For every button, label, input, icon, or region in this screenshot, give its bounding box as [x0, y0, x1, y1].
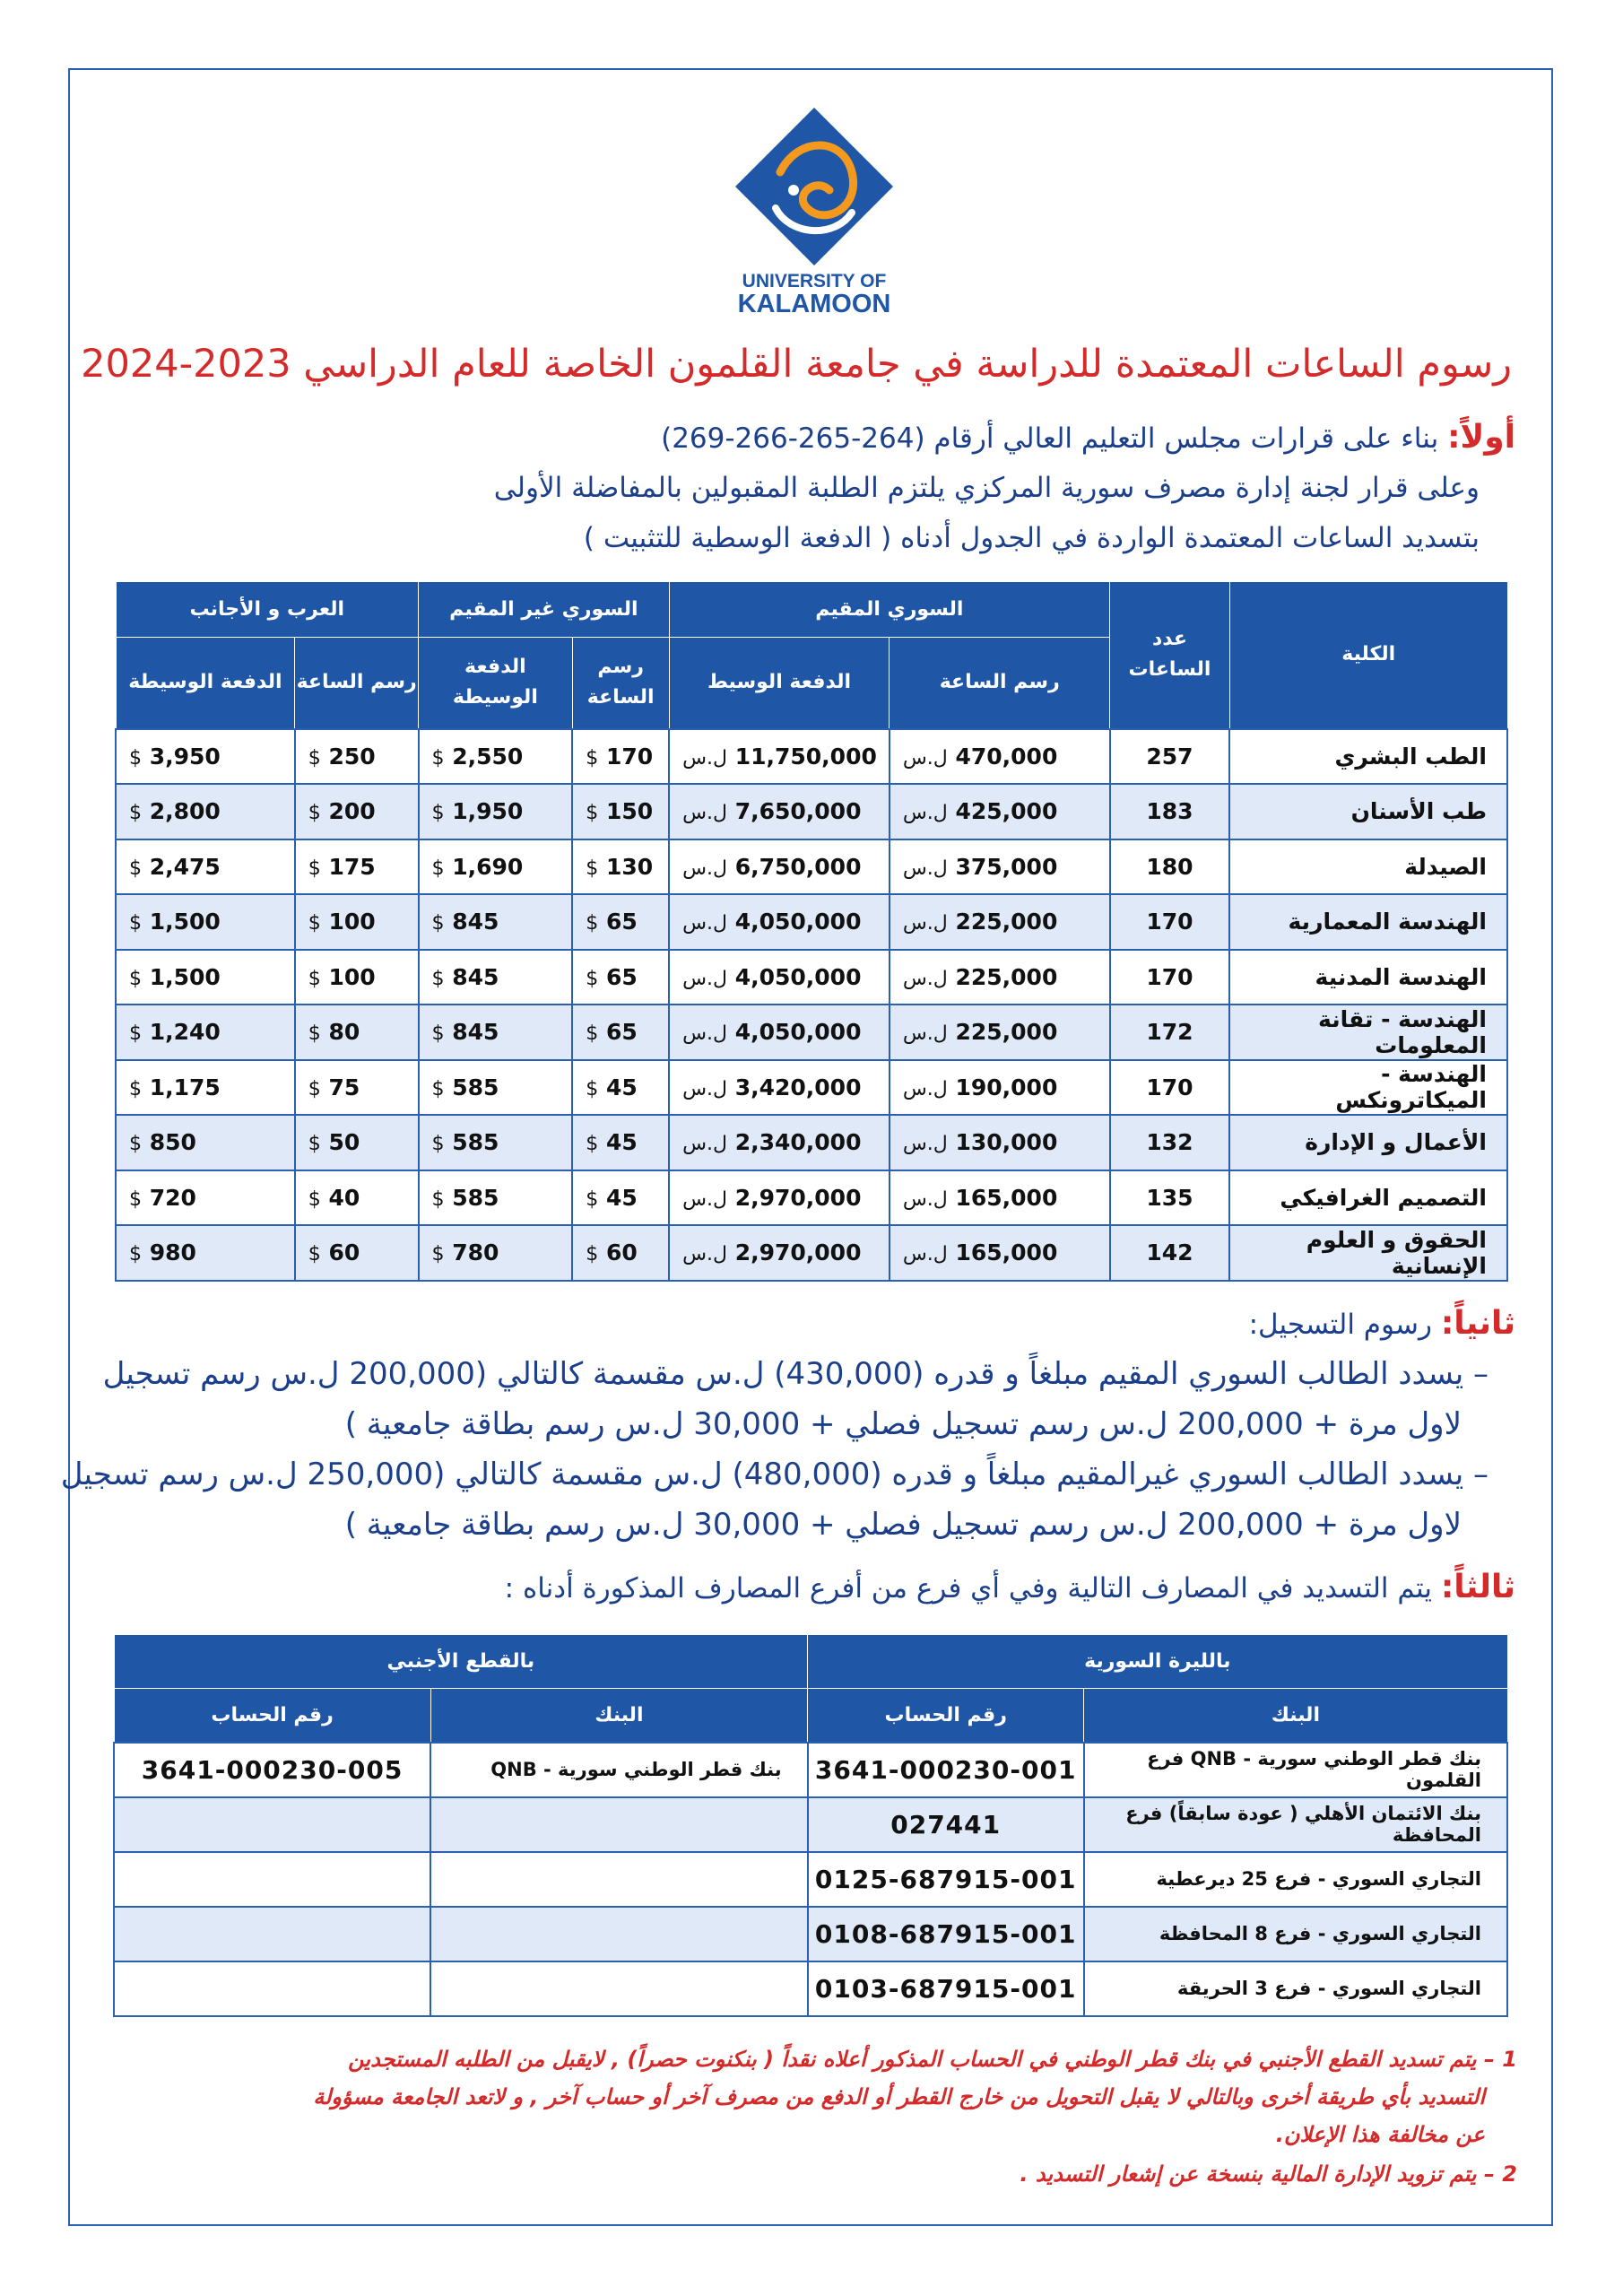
cell-fx-acc — [114, 1852, 430, 1907]
cell-value: 200 — [328, 798, 376, 825]
cell-value: 4,050,000 — [734, 963, 862, 990]
cell-res-hour — [890, 729, 1110, 785]
cell-value: 6,750,000 — [734, 853, 862, 880]
currency-label: ل.س — [682, 857, 727, 880]
col-foreign: العرب و الأجانب — [116, 582, 419, 638]
currency-label: $ — [431, 746, 445, 770]
col-syrian-nonresident: السوري غير المقيم — [419, 582, 670, 638]
cell-value: 60 — [605, 1239, 638, 1266]
cell-nr-mid — [419, 1225, 573, 1281]
cell-value: 585 — [452, 1074, 499, 1100]
cell-nr-hour — [572, 1170, 669, 1226]
cell-hours: 170 — [1110, 1060, 1230, 1116]
cell-faculty: الطب البشري — [1229, 729, 1507, 785]
cell-value: 65 — [605, 963, 638, 990]
cell-f-mid — [116, 784, 295, 839]
cell-value: 845 — [452, 963, 499, 990]
col-hours: عدد الساعات — [1110, 582, 1230, 729]
cell-value: 850 — [149, 1129, 196, 1156]
cell-f-hour — [295, 729, 419, 785]
note-1-number: 1 — [1502, 2047, 1517, 2072]
table-row — [116, 1004, 1507, 1060]
cell-f-hour — [295, 1004, 419, 1060]
currency-label: $ — [308, 746, 321, 770]
currency-label: $ — [308, 1077, 321, 1100]
cell-f-hour — [295, 950, 419, 1005]
cell-value: 4,050,000 — [734, 909, 862, 935]
cell-value: 175 — [328, 853, 376, 880]
cell-nr-hour — [572, 1115, 669, 1170]
cell-f-mid — [116, 950, 295, 1005]
second-heading: ثانياً: — [1440, 1305, 1515, 1342]
cell-nr-hour — [572, 1060, 669, 1116]
note-1-line1 — [99, 2041, 1517, 2077]
bank-row — [114, 1961, 1507, 2016]
cell-nr-mid — [419, 839, 573, 895]
col-res-hour-fee: رسم الساعة — [890, 638, 1110, 729]
cell-nr-hour — [572, 894, 669, 950]
table-row — [116, 784, 1507, 839]
note-1-line2: التسديد بأي طريقة أخرى وبالتالي لا يقبل التحويل من خارج القطر أو الدفع من مصرف آخر أو حساب آخر , و لاتعد الجامعة مسؤولة — [313, 2084, 1485, 2109]
cell-res-hour — [890, 1225, 1110, 1281]
currency-label: $ — [586, 967, 599, 990]
third-line — [505, 1566, 1515, 1610]
cell-f-hour — [295, 1060, 419, 1116]
second-bullet1-line2: لاول مرة + 200,000 ل.س رسم تسجيل فصلي + 30,000 ل.س رسم بطاقة جامعية ) — [344, 1406, 1462, 1442]
currency-label: $ — [308, 1133, 321, 1156]
cell-value: 130 — [605, 853, 654, 880]
cell-value: 720 — [149, 1184, 196, 1211]
second-title-text: رسوم التسجيل: — [1248, 1309, 1432, 1341]
bank-row — [114, 1852, 1507, 1907]
first-line2: وعلى قرار لجنة إدارة مصرف سورية المركزي يلتزم الطلبة المقبولين بالمفاضلة الأولى — [493, 472, 1480, 504]
cell-value: 170 — [605, 743, 654, 770]
cell-value: 150 — [605, 798, 654, 825]
cell-value: 1,240 — [149, 1019, 221, 1046]
cell-faculty: الأعمال و الإدارة — [1229, 1115, 1507, 1170]
cell-f-mid — [116, 1004, 295, 1060]
third-heading: ثالثاً: — [1440, 1569, 1515, 1605]
cell-value: 225,000 — [955, 1019, 1058, 1046]
first-line1-text: بناء على قرارات مجلس التعليم العالي أرقام (264-265-266-269) — [661, 422, 1439, 455]
currency-label: $ — [431, 1243, 445, 1266]
cell-bank: التجاري السوري - فرع 25 ديرعطية — [1084, 1852, 1507, 1907]
currency-label: $ — [129, 802, 142, 825]
cell-nr-mid — [419, 950, 573, 1005]
cell-res-mid — [669, 729, 890, 785]
currency-label: $ — [129, 912, 142, 935]
cell-nr-mid — [419, 1170, 573, 1226]
cell-nr-mid — [419, 1060, 573, 1116]
cell-value: 1,950 — [452, 798, 524, 825]
col-fx-bank: البنك — [430, 1689, 808, 1743]
cell-value: 100 — [328, 963, 376, 990]
cell-value: 250 — [328, 743, 376, 770]
cell-value: 2,550 — [452, 743, 524, 770]
currency-label: $ — [129, 857, 142, 880]
cell-nr-hour — [572, 784, 669, 839]
table-row — [116, 1115, 1507, 1170]
col-f-mid-pay: الدفعة الوسيطة — [116, 638, 295, 729]
cell-value: 165,000 — [955, 1184, 1058, 1211]
cell-fx-bank: بنك قطر الوطني سورية - QNB — [430, 1743, 808, 1797]
cell-fx-bank — [430, 1961, 808, 2016]
cell-hours: 172 — [1110, 1004, 1230, 1060]
cell-acc: 3641-000230-001 — [808, 1743, 1084, 1797]
col-syp: بالليرة السورية — [808, 1635, 1507, 1689]
note-2 — [99, 2156, 1517, 2192]
cell-f-mid — [116, 1170, 295, 1226]
cell-f-mid — [116, 1060, 295, 1116]
currency-label: $ — [431, 802, 445, 825]
currency-label: $ — [431, 1077, 445, 1100]
cell-nr-mid — [419, 1004, 573, 1060]
currency-label: $ — [129, 1187, 142, 1211]
second-title — [1249, 1302, 1515, 1346]
note-2-number: 2 — [1502, 2161, 1517, 2187]
cell-value: 3,420,000 — [734, 1074, 862, 1100]
cell-f-mid — [116, 1225, 295, 1281]
cell-bank: التجاري السوري - فرع 8 المحافظة — [1084, 1907, 1507, 1961]
cell-res-hour — [890, 950, 1110, 1005]
currency-label: ل.س — [902, 1187, 948, 1211]
cell-value: 190,000 — [955, 1074, 1058, 1100]
cell-value: 165,000 — [955, 1239, 1058, 1266]
cell-res-hour — [890, 839, 1110, 895]
cell-value: 2,800 — [149, 798, 221, 825]
cell-f-mid — [116, 839, 295, 895]
currency-label: $ — [308, 857, 321, 880]
currency-label: $ — [586, 1133, 599, 1156]
cell-acc: 027441 — [808, 1797, 1084, 1852]
cell-fx-bank — [430, 1907, 808, 1961]
currency-label: ل.س — [682, 1077, 727, 1100]
currency-label: $ — [586, 912, 599, 935]
cell-value: 100 — [328, 909, 376, 935]
currency-label: $ — [586, 1022, 599, 1046]
bank-row — [114, 1907, 1507, 1961]
currency-label: $ — [431, 1133, 445, 1156]
currency-label: $ — [129, 967, 142, 990]
cell-nr-mid — [419, 1115, 573, 1170]
cell-bank: التجاري السوري - فرع 3 الحريقة — [1084, 1961, 1507, 2016]
currency-label: ل.س — [682, 1187, 727, 1211]
cell-value: 2,970,000 — [734, 1184, 862, 1211]
bank-row — [114, 1743, 1507, 1797]
cell-value: 1,690 — [452, 853, 524, 880]
currency-label: ل.س — [682, 746, 727, 770]
cell-value: 65 — [605, 909, 638, 935]
cell-res-mid — [669, 1115, 890, 1170]
kalamoon-logo-icon — [726, 100, 902, 316]
cell-value: 4,050,000 — [734, 1019, 862, 1046]
cell-value: 225,000 — [955, 909, 1058, 935]
cell-value: 130,000 — [955, 1129, 1058, 1156]
cell-res-mid — [669, 1004, 890, 1060]
col-foreign-currency: بالقطع الأجنبي — [114, 1635, 808, 1689]
currency-label: ل.س — [902, 1077, 948, 1100]
cell-fx-acc: 3641-000230-005 — [114, 1743, 430, 1797]
cell-fx-bank — [430, 1852, 808, 1907]
cell-nr-mid — [419, 729, 573, 785]
cell-nr-hour — [572, 1225, 669, 1281]
currency-label: $ — [586, 1243, 599, 1266]
cell-value: 80 — [328, 1019, 360, 1046]
col-nr-hour-fee: رسم الساعة — [572, 638, 669, 729]
cell-fx-bank — [430, 1797, 808, 1852]
cell-res-hour — [890, 1004, 1110, 1060]
currency-label: ل.س — [902, 1243, 948, 1266]
cell-nr-hour — [572, 1004, 669, 1060]
cell-value: 845 — [452, 909, 499, 935]
currency-label: $ — [586, 802, 599, 825]
currency-label: $ — [431, 967, 445, 990]
col-nr-mid-pay: الدفعة الوسيطة — [419, 638, 573, 729]
cell-hours: 170 — [1110, 894, 1230, 950]
cell-value: 425,000 — [955, 798, 1058, 825]
cell-hours: 180 — [1110, 839, 1230, 895]
cell-acc: 0125-687915-001 — [808, 1852, 1084, 1907]
cell-value: 780 — [452, 1239, 499, 1266]
currency-label: ل.س — [902, 912, 948, 935]
cell-fx-acc — [114, 1907, 430, 1961]
currency-label: ل.س — [902, 1133, 948, 1156]
currency-label: ل.س — [682, 802, 727, 825]
currency-label: $ — [431, 1022, 445, 1046]
cell-value: 50 — [328, 1129, 360, 1156]
col-faculty: الكلية — [1229, 582, 1507, 729]
currency-label: ل.س — [902, 1022, 948, 1046]
university-logo — [726, 100, 902, 316]
cell-value: 1,500 — [149, 963, 221, 990]
cell-f-hour — [295, 784, 419, 839]
first-line1 — [661, 416, 1515, 460]
cell-res-mid — [669, 839, 890, 895]
cell-value: 585 — [452, 1184, 499, 1211]
table-row — [116, 894, 1507, 950]
cell-faculty: الهندسة - تقانة المعلومات — [1229, 1004, 1507, 1060]
cell-faculty: الحقوق و العلوم الإنسانية — [1229, 1225, 1507, 1281]
cell-faculty: طب الأسنان — [1229, 784, 1507, 839]
cell-hours: 132 — [1110, 1115, 1230, 1170]
currency-label: $ — [308, 1187, 321, 1211]
table-row — [116, 950, 1507, 1005]
second-bullet2-line1: – يسدد الطالب السوري غيرالمقيم مبلغاً و قدره (480,000) ل.س مقسمة كالتالي (250,000 ل.س رسم تسجيل — [60, 1457, 1488, 1492]
currency-label: ل.س — [682, 1243, 727, 1266]
second-bullet1-line1: – يسدد الطالب السوري المقيم مبلغاً و قدره (430,000) ل.س مقسمة كالتالي (200,000 ل.س رسم تسجيل — [102, 1356, 1488, 1392]
cell-nr-hour — [572, 950, 669, 1005]
col-res-mid-pay: الدفعة الوسيط — [669, 638, 890, 729]
note-1-line1-text: – يتم تسديد القطع الأجنبي في بنك قطر الوطني في الحساب المذكور أعلاه نقداً ( بنكنوت حصراً) , لايقبل من الطلبه المستجدين — [348, 2047, 1495, 2072]
cell-value: 45 — [605, 1129, 638, 1156]
cell-hours: 135 — [1110, 1170, 1230, 1226]
cell-fx-acc — [114, 1961, 430, 2016]
cell-res-hour — [890, 1060, 1110, 1116]
cell-value: 2,340,000 — [734, 1129, 862, 1156]
cell-value: 1,175 — [149, 1074, 221, 1100]
svg-text:UNIVERSITY OF: UNIVERSITY OF — [742, 271, 887, 291]
currency-label: $ — [586, 1077, 599, 1100]
cell-res-mid — [669, 784, 890, 839]
bank-row — [114, 1797, 1507, 1852]
cell-faculty: الهندسة - الميكاترونكس — [1229, 1060, 1507, 1116]
cell-res-mid — [669, 894, 890, 950]
cell-f-hour — [295, 1170, 419, 1226]
currency-label: ل.س — [682, 912, 727, 935]
cell-value: 225,000 — [955, 963, 1058, 990]
cell-value: 3,950 — [149, 743, 221, 770]
first-line3: بتسديد الساعات المعتمدة الواردة في الجدول أدناه ( الدفعة الوسطية للتثبيت ) — [583, 522, 1480, 554]
cell-nr-hour — [572, 839, 669, 895]
currency-label: ل.س — [682, 1133, 727, 1156]
first-heading: أولاً: — [1447, 419, 1515, 456]
cell-hours: 142 — [1110, 1225, 1230, 1281]
note-1-line3: عن مخالفة هذا الإعلان. — [1275, 2122, 1485, 2147]
cell-value: 2,475 — [149, 853, 221, 880]
cell-res-mid — [669, 1225, 890, 1281]
col-fx-account: رقم الحساب — [114, 1689, 430, 1743]
currency-label: $ — [129, 1022, 142, 1046]
cell-faculty: الهندسة المدنية — [1229, 950, 1507, 1005]
cell-res-mid — [669, 1060, 890, 1116]
currency-label: $ — [586, 1187, 599, 1211]
cell-nr-mid — [419, 784, 573, 839]
cell-faculty: التصميم الغرافيكي — [1229, 1170, 1507, 1226]
cell-f-mid — [116, 729, 295, 785]
currency-label: $ — [586, 746, 599, 770]
cell-bank: بنك قطر الوطني سورية - QNB فرع القلمون — [1084, 1743, 1507, 1797]
cell-f-hour — [295, 839, 419, 895]
cell-f-hour — [295, 894, 419, 950]
cell-value: 2,970,000 — [734, 1239, 862, 1266]
fees-table — [115, 581, 1508, 1282]
currency-label: $ — [431, 1187, 445, 1211]
cell-acc: 0108-687915-001 — [808, 1907, 1084, 1961]
cell-faculty: الهندسة المعمارية — [1229, 894, 1507, 950]
cell-value: 375,000 — [955, 853, 1058, 880]
col-account: رقم الحساب — [808, 1689, 1084, 1743]
cell-res-mid — [669, 1170, 890, 1226]
currency-label: $ — [129, 746, 142, 770]
table-row — [116, 1225, 1507, 1281]
cell-f-mid — [116, 1115, 295, 1170]
currency-label: $ — [431, 912, 445, 935]
currency-label: $ — [586, 857, 599, 880]
currency-label: $ — [129, 1133, 142, 1156]
currency-label: ل.س — [682, 967, 727, 990]
cell-f-mid — [116, 894, 295, 950]
cell-value: 7,650,000 — [734, 798, 862, 825]
table-row — [116, 839, 1507, 895]
currency-label: ل.س — [902, 857, 948, 880]
table-row — [116, 1170, 1507, 1226]
currency-label: ل.س — [902, 802, 948, 825]
cell-faculty: الصيدلة — [1229, 839, 1507, 895]
table-row — [116, 729, 1507, 785]
currency-label: ل.س — [682, 1022, 727, 1046]
currency-label: ل.س — [902, 746, 948, 770]
page-title: رسوم الساعات المعتمدة للدراسة في جامعة القلمون الخاصة للعام الدراسي 2023-2024 — [81, 342, 1512, 387]
currency-label: $ — [129, 1077, 142, 1100]
cell-nr-hour — [572, 729, 669, 785]
currency-label: $ — [431, 857, 445, 880]
currency-label: $ — [308, 1243, 321, 1266]
note-2-text: – يتم تزويد الإدارة المالية بنسخة عن إشعار التسديد . — [1020, 2161, 1495, 2187]
bank-table — [113, 1634, 1508, 2017]
cell-value: 585 — [452, 1129, 499, 1156]
cell-value: 845 — [452, 1019, 499, 1046]
third-text: يتم التسديد في المصارف التالية وفي أي فرع من أفرع المصارف المذكورة أدناه : — [504, 1572, 1432, 1605]
currency-label: $ — [308, 967, 321, 990]
cell-res-mid — [669, 950, 890, 1005]
svg-text:KALAMOON: KALAMOON — [737, 290, 891, 316]
second-bullet2-line2: لاول مرة + 200,000 ل.س رسم تسجيل فصلي + 30,000 ل.س رسم بطاقة جامعية ) — [344, 1507, 1462, 1543]
cell-hours: 170 — [1110, 950, 1230, 1005]
cell-f-hour — [295, 1225, 419, 1281]
cell-value: 65 — [605, 1019, 638, 1046]
cell-res-hour — [890, 1170, 1110, 1226]
cell-fx-acc — [114, 1797, 430, 1852]
currency-label: $ — [308, 1022, 321, 1046]
cell-res-hour — [890, 1115, 1110, 1170]
currency-label: $ — [129, 1243, 142, 1266]
cell-acc: 0103-687915-001 — [808, 1961, 1084, 2016]
cell-nr-mid — [419, 894, 573, 950]
cell-value: 60 — [328, 1239, 360, 1266]
cell-hours: 183 — [1110, 784, 1230, 839]
cell-value: 40 — [328, 1184, 360, 1211]
cell-bank: بنك الائتمان الأهلي ( عودة سابقاً) فرع المحافظة — [1084, 1797, 1507, 1852]
cell-value: 980 — [149, 1239, 196, 1266]
col-bank: البنك — [1084, 1689, 1507, 1743]
cell-value: 45 — [605, 1074, 638, 1100]
cell-value: 1,500 — [149, 909, 221, 935]
cell-hours: 257 — [1110, 729, 1230, 785]
col-syrian-resident: السوري المقيم — [669, 582, 1109, 638]
cell-value: 11,750,000 — [734, 743, 877, 770]
cell-value: 45 — [605, 1184, 638, 1211]
col-f-hour-fee: رسم الساعة — [295, 638, 419, 729]
table-row — [116, 1060, 1507, 1116]
cell-value: 75 — [328, 1074, 360, 1100]
currency-label: $ — [308, 802, 321, 825]
cell-res-hour — [890, 894, 1110, 950]
currency-label: $ — [308, 912, 321, 935]
cell-value: 470,000 — [955, 743, 1058, 770]
currency-label: ل.س — [902, 967, 948, 990]
cell-f-hour — [295, 1115, 419, 1170]
cell-res-hour — [890, 784, 1110, 839]
